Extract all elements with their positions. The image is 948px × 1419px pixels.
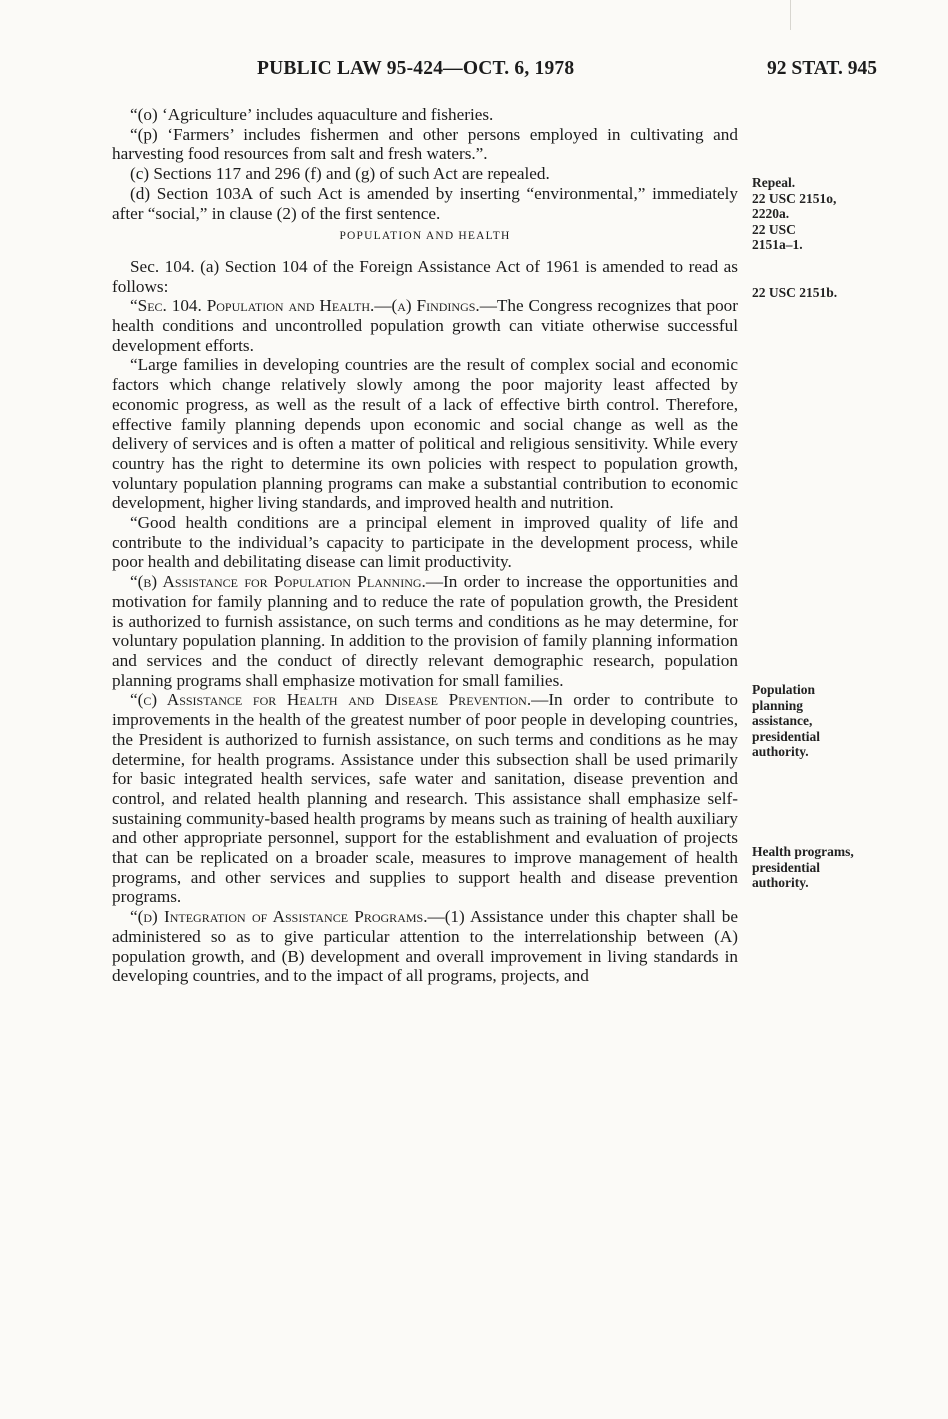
health-disease-heading: “(c) Assistance for Health and Disease Prevention. (130, 690, 532, 710)
paragraph-large-families: “Large families in developing countries are the result of complex social and economic factors which change relatively slowly among the poor majority least affected by economic progress, as well as the result of a lack of effective birth control. Therefore, effective family planning depends upon economic and social change as well as the delivery of services and is often a matter of political and religious sensitivity. While every country has the right to determine its own policies with respect to population growth, voluntary population planning programs can make a substantial contribution to economic development, higher living standards, and improved health and nutrition. (112, 355, 738, 513)
public-law-title: PUBLIC LAW 95-424—OCT. 6, 1978 (257, 58, 575, 79)
paragraph-section-103a: (d) Section 103A of such Act is amended by inserting “environmental,” immediately after “social,” in clause (2) of the first sentence. (112, 183, 738, 223)
paragraph-sec-104: Sec. 104. (a) Section 104 of the Foreign Assistance Act of 1961 is amended to read as follows: (112, 256, 738, 296)
integration-text: —(1) Assistance under this chapter shall be administered so as to give particular attention to the interrelationship between (A) population growth, and (B) development and overall improvement in living standards in developing countries, and to the impact of all programs, projects, and (112, 907, 738, 986)
margin-population-line-2: planning (752, 697, 804, 713)
margin-health-line-3: authority. (752, 875, 809, 890)
paragraph-farmers-definition: “(p) ‘Farmers’ includes fishermen and other persons employed in cultivating and harvesting food resources from salt and fresh waters.”. (112, 124, 738, 164)
integration-heading: “(d) Integration of Assistance Programs. (130, 907, 428, 927)
findings-heading: “Sec. 104. Population and Health.—(a) Findings. (130, 296, 480, 316)
findings-text: —The Congress recognizes that poor health conditions and uncontrolled population growth can vitiate otherwise successful development efforts. (112, 296, 738, 355)
margin-population-line-1: Population (752, 682, 816, 697)
main-text (112, 105, 738, 986)
margin-repeal-cite-4: 2151a–1. (752, 237, 803, 252)
margin-health-line-1: Health programs, (752, 844, 854, 859)
population-planning-text: —In order to increase the opportunities and motivation for family planning and to reduce the rate of population growth, the President is authorized to furnish assistance, on such terms and conditions as he may determine, for voluntary population planning. In addition to the provision of family planning information and services and the conduct of directly relevant demographic research, population planning programs shall emphasize motivation for small families. (112, 572, 739, 690)
margin-sec104-cite: 22 USC 2151b. (752, 285, 838, 300)
margin-repeal-label: Repeal. (752, 175, 796, 190)
paragraph-findings (112, 296, 738, 355)
paragraph-health-disease (112, 690, 738, 907)
margin-population-line-5: authority. (752, 744, 809, 759)
margin-repeal-cite-2: 2220a. (752, 206, 790, 221)
section-heading: POPULATION AND HEALTH (339, 230, 511, 243)
stat-page-number: 92 STAT. 945 (767, 58, 877, 79)
margin-population-line-4: presidential (752, 728, 821, 744)
margin-note-health (752, 844, 877, 891)
paragraph-good-health: “Good health conditions are a principal element in improved quality of life and contribute to the individual’s capacity to participate in the development process, while poor health and debilitating disease can limit productivity. (112, 513, 738, 572)
paragraph-agriculture-definition: “(o) ‘Agriculture’ includes aquaculture and fisheries. (130, 105, 494, 124)
margin-note-repeal (752, 175, 877, 253)
paragraph-integration (112, 907, 738, 986)
page-header (257, 58, 877, 88)
paragraph-repeal: (c) Sections 117 and 296 (f) and (g) of such Act are repealed. (130, 164, 550, 184)
population-planning-heading: “(b) Assistance for Population Planning. (130, 572, 426, 592)
paragraph-population-planning (112, 572, 738, 690)
margin-health-line-2: presidential (752, 859, 821, 875)
margin-population-line-3: assistance, (752, 713, 813, 728)
margin-note-population (752, 682, 877, 760)
health-disease-text: —In order to contribute to improvements in the health of the greatest number of poor people in developing countries, the President is authorized to furnish assistance, on such terms and conditions as he may determine, for health programs. Assistance under this subsection shall be used primarily for basic integrated health services, safe water and sanitation, disease prevention and control, and related health planning and research. This assistance shall emphasize self-sustaining community-based health programs by means such as training of health auxiliary and other appropriate personnel, support for the establishment and evaluation of projects that can be replicated on a broader scale, measures to improve management of health programs, and other services and supplies to support health and disease prevention programs. (112, 690, 738, 907)
margin-repeal-cite-3: 22 USC (752, 221, 796, 237)
margin-note-sec104 (752, 285, 877, 301)
margin-repeal-cite-1: 22 USC 2151o, (752, 190, 837, 206)
scan-edge-mark (790, 0, 791, 30)
